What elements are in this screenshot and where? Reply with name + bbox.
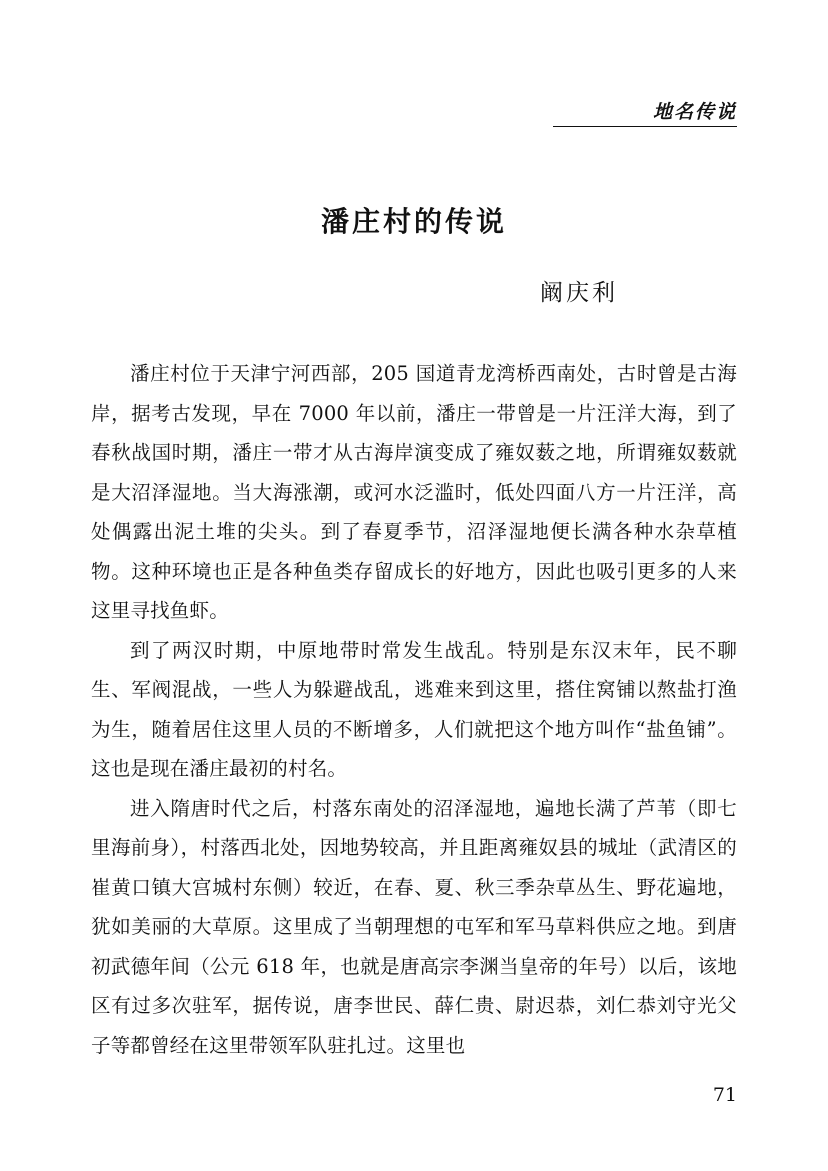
paragraph: 进入隋唐时代之后，村落东南处的沼泽湿地，遍地长满了芦苇（即七里海前身），村落西北处，因地势较高，并且距离雍奴县的城址（武清区的崔黄口镇大宫城村东侧）较近，在春、夏、秋三季杂草丛生、野花遍地，犹如美丽的大草原。这里成了当朝理想的屯军和军马草料供应之地。到唐初武德年间（公元 618 年，也就是唐高宗李渊当皇帝的年号）以后，该地区有过多次驻军，据传说，唐李世民、薛仁贵、尉迟恭，刘仁恭刘守光父子等都曾经在这里带领军队驻扎过。这里也 [91, 796, 737, 1057]
running-header: 地名传说 [652, 101, 737, 123]
article-author: 阚庆利 [540, 280, 618, 306]
article-body [91, 354, 737, 1065]
paragraph: 潘庄村位于天津宁河西部，205 国道青龙湾桥西南处，古时曾是古海岸，据考古发现，早在 7000 年以前，潘庄一带曾是一片汪洋大海，到了春秋战国时期，潘庄一带才从古海岸演变成了雍奴薮之地，所谓雍奴薮就是大沼泽湿地。当大海涨潮，或河水泛滥时，低处四面八方一片汪洋，高处偶露出泥土堆的尖头。到了春夏季节，沼泽湿地便长满各种水杂草植物。这种环境也正是各种鱼类存留成长的好地方，因此也吸引更多的人来这里寻找鱼虾。 [91, 362, 737, 622]
article-title: 潘庄村的传说 [320, 205, 507, 238]
page-number: 71 [712, 1084, 737, 1106]
header-rule [553, 126, 737, 127]
paragraph: 到了两汉时期，中原地带时常发生战乱。特别是东汉末年，民不聊生、军阀混战，一些人为躲避战乱，逃难来到这里，搭住窝铺以熬盐打渔为生，随着居住这里人员的不断增多，人们就把这个地方叫作“盐鱼铺”。这也是现在潘庄最初的村名。 [91, 638, 737, 780]
